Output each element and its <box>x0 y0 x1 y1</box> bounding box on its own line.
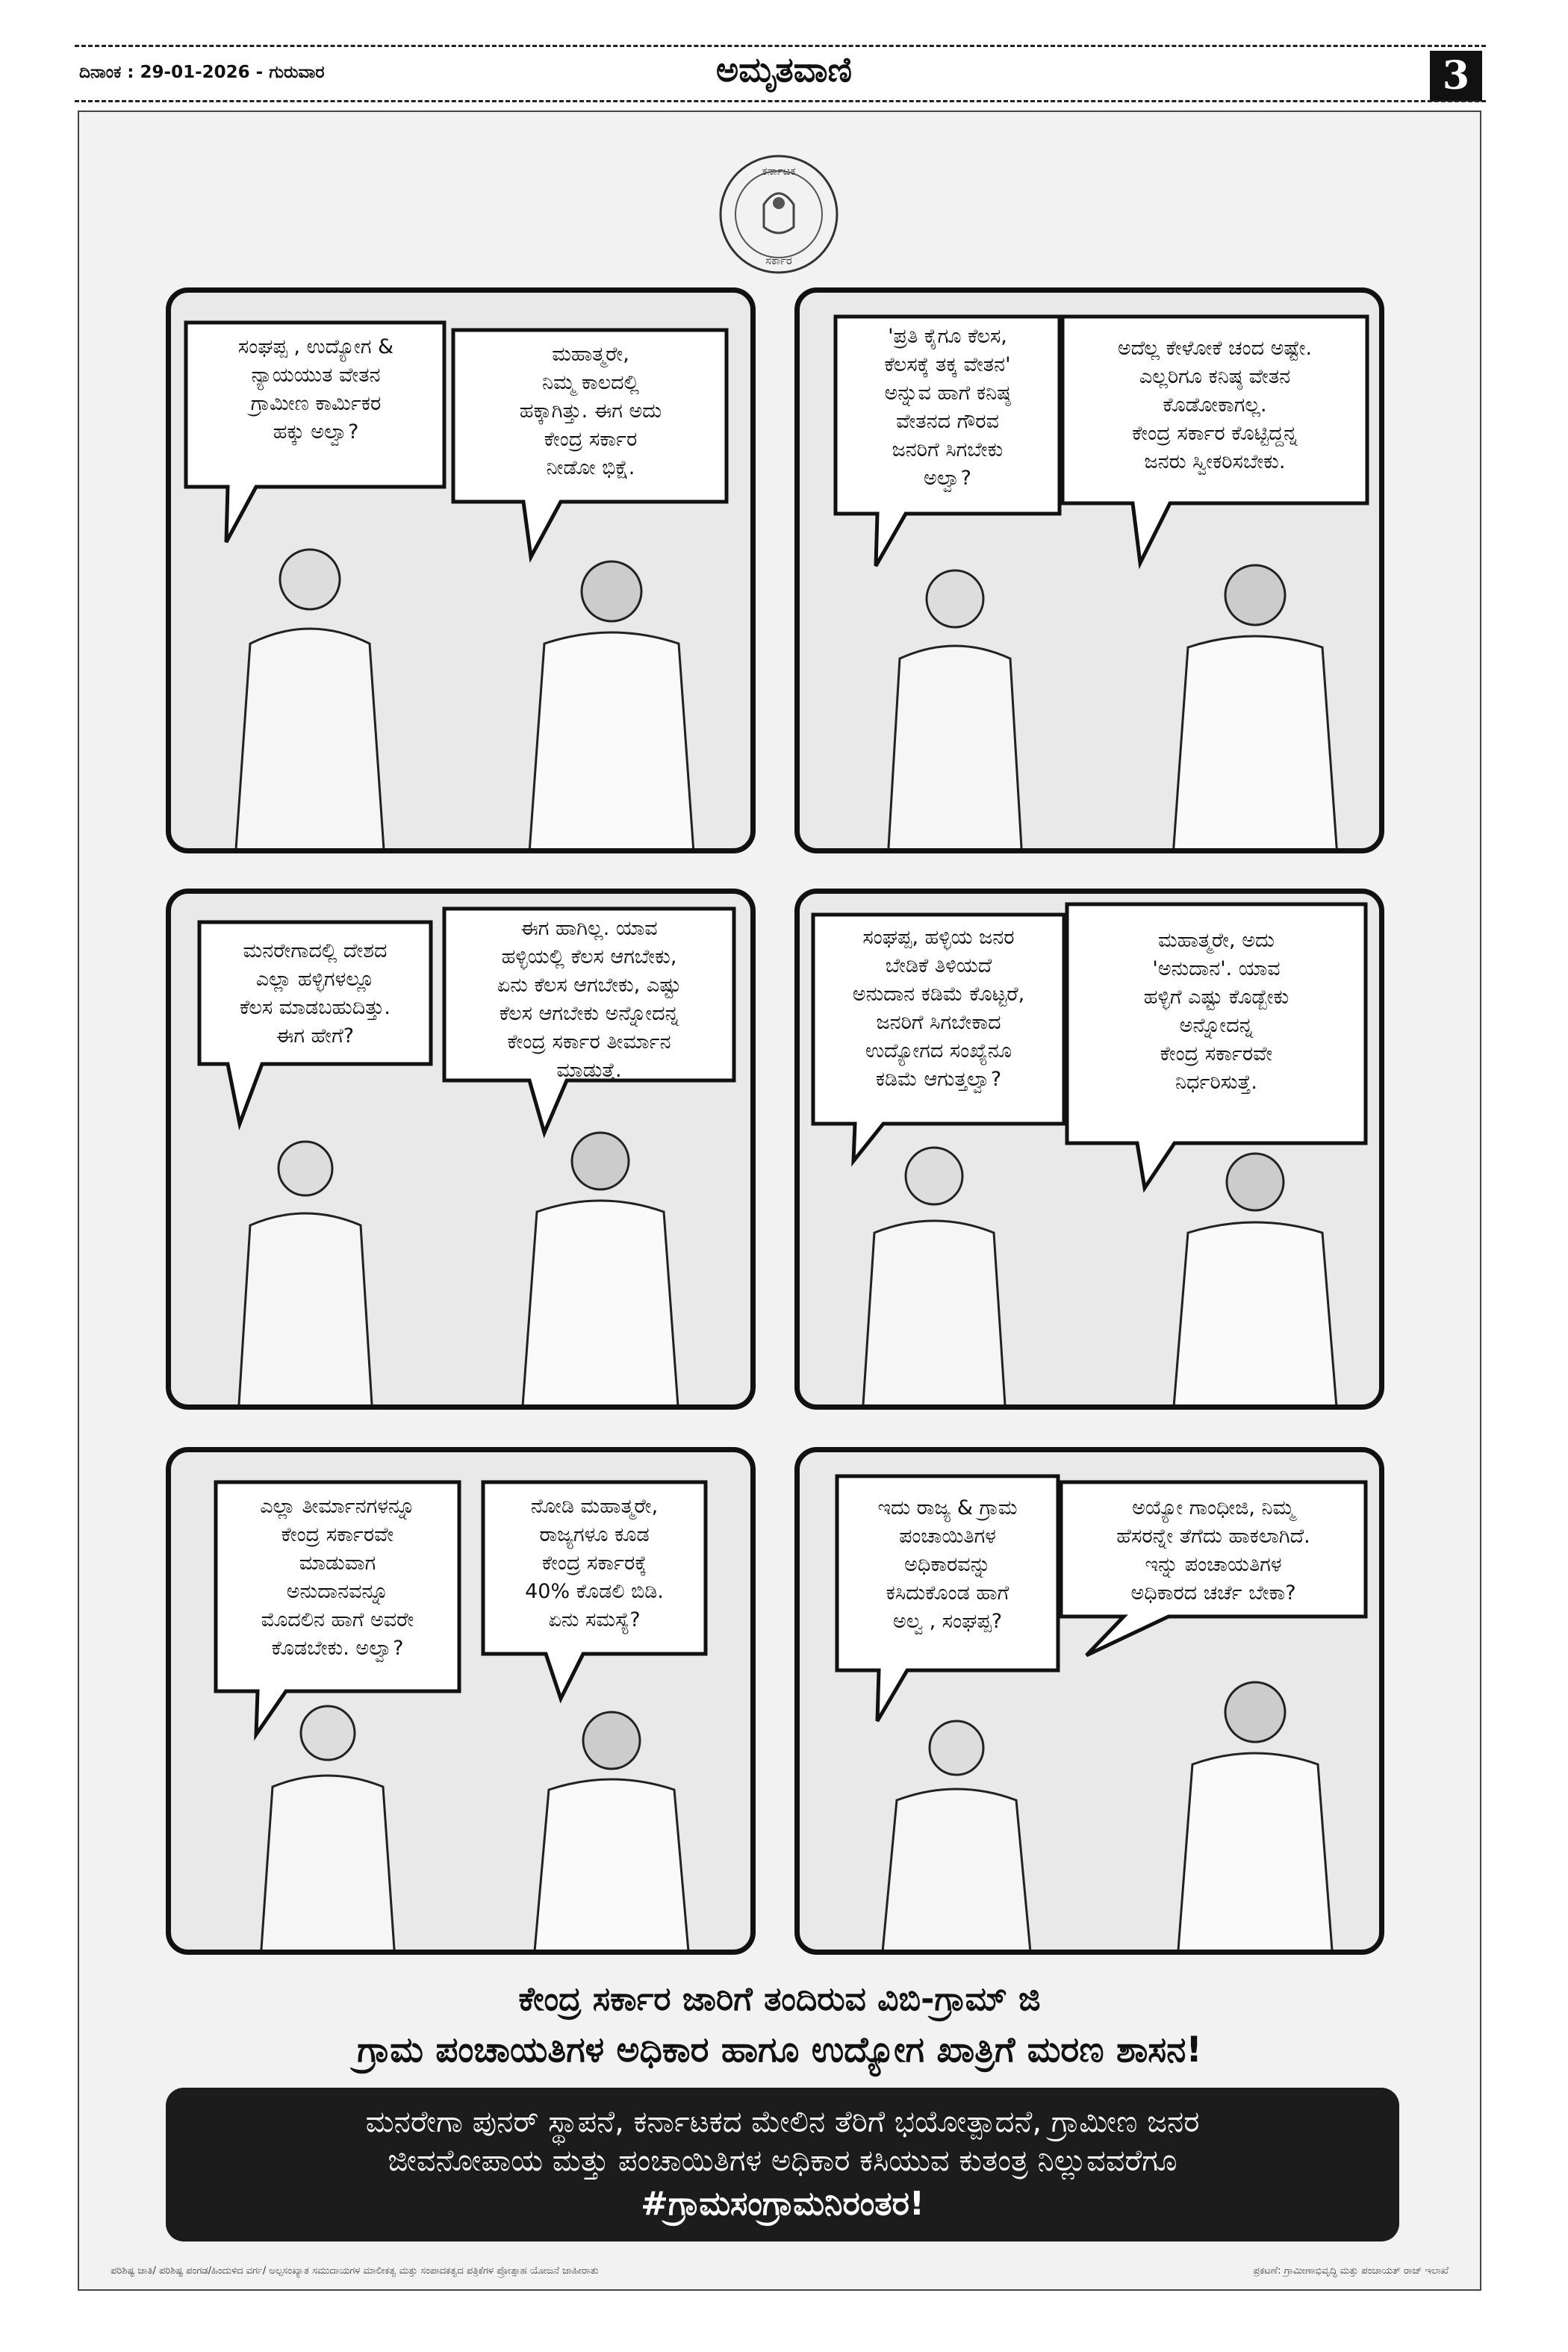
bubble-text: ನೋಡಿ ಮಹಾತ್ಮರೇ, ರಾಜ್ಯಗಳೂ ಕೂಡ ಕೇಂದ್ರ ಸರ್ಕಾರಕ್ಕೆ 40% ಕೊಡಲಿ ಬಿಡಿ. ಏನು ಸಮಸ್ಯೆ? <box>525 1495 664 1631</box>
bubble-text: ಈಗ ಹಾಗಿಲ್ಲ. ಯಾವ ಹಳ್ಳಿಯಲ್ಲಿ ಕೆಲಸ ಆಗಬೇಕು, ಏನು ಕೆಲಸ ಆಗಬೇಕು, ಎಷ್ಟು ಕೆಲಸ ಆಗಬೇಕು ಅನ್ನೋದನ್ನ ಕೇಂದ್ರ ಸರ್ಕಾರ ತೀರ್ಮಾನ ಮಾಡುತ್ತೆ. <box>497 917 682 1082</box>
bubble-text: ಇದು ರಾಜ್ಯ & ಗ್ರಾಮ ಪಂಚಾಯಿತಿಗಳ ಅಧಿಕಾರವನ್ನು ಕಸಿದುಕೊಂಡ ಹಾಗೆ ಅಲ್ವ , ಸಂಘಪ್ಪ? <box>877 1496 1018 1633</box>
elder-figure <box>246 1699 410 1955</box>
issue-date: ದಿನಾಂಕ : 29-01-2026 - ಗುರುವಾರ <box>79 63 325 82</box>
footer-publisher-note: ಪ್ರಕಟಣೆ: ಗ್ರಾಮೀಣಾಭಿವೃದ್ಧಿ ಮತ್ತು ಪಂಚಾಯತ್ ರಾಜ್ ಇಲಾಖೆ <box>1253 2265 1449 2277</box>
speech-bubble-right <box>479 1478 710 1702</box>
elder-figure <box>220 539 399 853</box>
bubble-text: ಮನರೇಗಾದಲ್ಲಿ ದೇಶದ ಎಲ್ಲಾ ಹಳ್ಳಿಗಳಲ್ಲೂ ಕೆಲಸ ಮಾಡಬಹುದಿತ್ತು. ಈಗ ಹೇಗೆ? <box>240 939 391 1048</box>
speech-bubble-left <box>181 318 450 542</box>
banner-hashtag: #ಗ್ರಾಮಸಂಗ್ರಾಮನಿರಂತರ! <box>641 2185 924 2223</box>
bubble-text: ಅದೆಲ್ಲ ಕೇಳೋಕೆ ಚಂದ ಅಷ್ಟೇ. ಎಲ್ಲರಿಗೂ ಕನಿಷ್ಠ ವೇತನ ಕೊಡೋಕಾಗಲ್ಲ. ಕೇಂದ್ರ ಸರ್ಕಾರ ಕೊಟ್ಟಿದ್ದನ್ನ ಜನರು ಸ್ವೀಕರಿಸಬೇಕು. <box>1117 337 1313 473</box>
speech-bubble-right <box>1058 312 1372 566</box>
speech-bubble-left <box>831 312 1064 566</box>
bubble-text: ಎಲ್ಲಾ ತೀರ್ಮಾನಗಳನ್ನೂ ಕೇಂದ್ರ ಸರ್ಕಾರವೇ ಮಾಡುವಾಗ ಅನುದಾನವನ್ನೂ ಮೊದಲಿನ ಹಾಗೆ ಅವರೇ ಕೊಡಬೇಕು. ಅಲ್ವಾ? <box>260 1495 415 1660</box>
newspaper-title: ಅಮೃತವಾಣಿ <box>715 49 853 90</box>
bubble-text: ಮಹಾತ್ಮರೇ, ಅದು 'ಅನುದಾನ'. ಯಾವ ಹಳ್ಳಿಗೆ ಎಷ್ಟು ಕೊಡ್ಬೇಕು ಅನ್ನೋದನ್ನ ಕೇಂದ್ರ ಸರ್ಕಾರವೇ ನಿರ್ಧರಿಸುತ್ತೆ. <box>1143 929 1289 1094</box>
header-bottom-rule <box>75 100 1486 102</box>
bubble-text: ಮಹಾತ್ಮರೇ, ನಿಮ್ಮ ಕಾಲದಲ್ಲಿ ಹಕ್ಕಾಗಿತ್ತು. ಈಗ ಅದು ಕೇಂದ್ರ ಸರ್ಕಾರ ನೀಡೋ ಭಿಕ್ಷೆ. <box>519 343 662 479</box>
comic-panel-2 <box>794 287 1384 853</box>
official-figure <box>1143 558 1367 853</box>
seal-bottom-text: ಸರ್ಕಾರ <box>765 254 792 267</box>
elder-figure <box>844 1140 1024 1410</box>
campaign-banner <box>166 2088 1399 2241</box>
speech-bubble-right <box>440 904 738 1136</box>
official-figure <box>1143 1148 1367 1410</box>
comic-panel-4 <box>794 889 1384 1410</box>
footer-left-note: ಪರಿಶಿಷ್ಟ ಜಾತಿ/ ಪರಿಶಿಷ್ಟ ಪಂಗಡ/ಹಿಂದುಳಿದ ವರ್ಗ/ ಅಲ್ಪಸಂಖ್ಯಾತ ಸಮುದಾಯಗಳ ಮಾಲೀಕತ್ವ ಮತ್ತು ಸಂಪಾದಕತ್ವದ ಪತ್ರಿಕೆಗಳ ಪ್ರೋತ್ಸಾಹ ಯೋಜನೆ ಜಾಹೀರಾತು <box>111 2265 599 2277</box>
banner-text: ಮನರೇಗಾ ಪುನರ್ ಸ್ಥಾಪನೆ, ಕರ್ನಾಟಕದ ಮೇಲಿನ ತೆರಿಗೆ ಭಯೋತ್ಪಾದನೆ, ಗ್ರಾಮೀಣ ಜನರ ಜೀವನೋಪಾಯ ಮತ್ತು ಪಂಚಾಯಿತಿಗಳ ಅಧಿಕಾರ ಕಸಿಯುವ ಕುತಂತ್ರ ನಿಲ್ಲುವವರೆಗೂ <box>365 2105 1200 2178</box>
seal-top-text: ಕರ್ನಾಟಕ <box>762 164 796 178</box>
official-figure <box>1151 1676 1360 1955</box>
comic-panel-5 <box>166 1447 756 1955</box>
speech-bubble-right <box>449 326 732 557</box>
page-number: 3 <box>1430 51 1482 102</box>
elder-figure <box>859 1714 1054 1955</box>
bubble-text: 'ಪ್ರತಿ ಕೈಗೂ ಕೆಲಸ, ಕೆಲಸಕ್ಕೆ ತಕ್ಕ ವೇತನ' ಅನ್ನುವ ಹಾಗೆ ಕನಿಷ್ಠ ವೇತನದ ಗೌರವ ಜನರಿಗೆ ಸಿಗಬೇಕು ಅಲ್ವಾ? <box>884 325 1011 490</box>
bubble-text: ಸಂಘಪ್ಪ, ಹಳ್ಳಿಯ ಜನರ ಬೇಡಿಕೆ ತಿಳಿಯದೆ ಅನುದಾನ ಕಡಿಮೆ ಕೊಟ್ಟರೆ, ಜನರಿಗೆ ಸಿಗಬೇಕಾದ ಉದ್ಯೋಗದ ಸಂಖ್ಯೆನೂ ಕಡಿಮೆ ಆಗುತ್ತಲ್ವಾ? <box>852 926 1025 1091</box>
comic-panel-6 <box>794 1447 1384 1955</box>
headline-line-2: ಗ್ರಾಮ ಪಂಚಾಯತಿಗಳ ಅಧಿಕಾರ ಹಾಗೂ ಉದ್ಯೋಗ ಖಾತ್ರಿಗೆ ಮರಣ ಶಾಸನ! <box>357 2029 1202 2071</box>
bubble-text: ಸಂಘಪ್ಪ , ಉದ್ಯೋಗ & ನ್ಯಾಯಯುತ ವೇತನ ಗ್ರಾಮೀಣ ಕಾರ್ಮಿಕರ ಹಕ್ಕು ಅಲ್ವಾ? <box>237 335 394 444</box>
headline-line-1: ಕೇಂದ್ರ ಸರ್ಕಾರ ಜಾರಿಗೆ ತಂದಿರುವ ವಿಬಿ-ಗ್ರಾಮ್ ಜಿ <box>518 1980 1041 2018</box>
karnataka-govt-seal <box>717 152 841 276</box>
comic-panel-3 <box>166 889 756 1410</box>
speech-bubble-left <box>809 910 1068 1163</box>
bubble-text: ಅಯ್ಯೋ ಗಾಂಧೀಜಿ, ನಿಮ್ಮ ಹೆಸರನ್ನೇ ತೆಗೆದು ಹಾಕಲಾಗಿದೆ. ಇನ್ನು ಪಂಚಾಯತಿಗಳ ಅಧಿಕಾರದ ಚರ್ಚೆ ಬೇಕಾ? <box>1116 1496 1310 1605</box>
official-figure <box>500 554 724 853</box>
elder-figure <box>873 561 1037 853</box>
speech-bubble-left <box>833 1472 1063 1723</box>
official-figure <box>500 1125 701 1410</box>
speech-bubble-left <box>195 918 435 1127</box>
header-top-rule <box>75 45 1486 47</box>
comic-panel-1 <box>166 287 756 853</box>
speech-bubble-right <box>1057 1478 1370 1657</box>
speech-bubble-left <box>211 1478 464 1736</box>
official-figure <box>507 1706 716 1955</box>
elder-figure <box>223 1133 388 1410</box>
